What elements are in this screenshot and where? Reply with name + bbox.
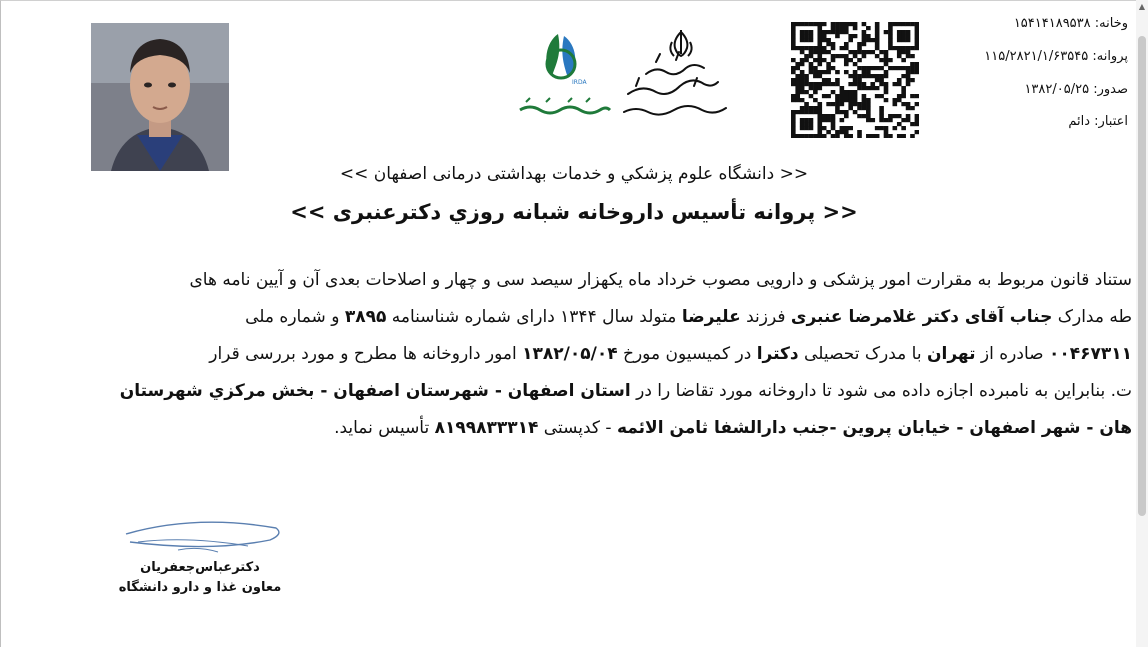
text-run: دکترا [756, 344, 799, 364]
text-run: هان - شهر اصفهان - خیابان پروین -جنب دارالشفا ثامن الائمه [616, 418, 1132, 438]
text-run: علیرضا [681, 307, 741, 327]
body-line-3 [72, 336, 1132, 373]
license-title: << پروانه تأسیس داروخانه شبانه روزي دكترعنبری >> [290, 200, 858, 224]
vertical-scrollbar[interactable] [1136, 0, 1148, 647]
ministry-calligraphy [624, 52, 726, 115]
fda-badge: IRDA [572, 79, 587, 86]
text-run: فرزند [740, 307, 791, 327]
signer-title: معاون غذا و دارو دانشگاه [118, 580, 282, 595]
text-run: ۰۰۴۶۷۳۱۱ [1048, 344, 1132, 364]
body-line-4 [72, 373, 1132, 410]
text-run: در کمیسیون مورخ [617, 344, 757, 364]
text-run: ۱۳۸۲/۰۵/۰۴ [522, 344, 618, 364]
scrollbar-thumb[interactable] [1138, 36, 1146, 516]
text-run: و شماره ملی [245, 307, 345, 327]
qr-code [791, 22, 919, 138]
text-run: ۸۱۹۹۸۳۳۳۱۴ [434, 418, 539, 438]
issue-date: صدور: ۱۳۸۲/۰۵/۲۵ [1024, 82, 1128, 97]
text-run: صادره از [975, 344, 1049, 364]
body-line-1: ستناد قانون مربوط به مقرارت امور پزشکی و دارویی مصوب خرداد ماه یکهزار سیصد سی و چهار و اصلاحات بعدی آن و آیین نامه های [189, 270, 1132, 290]
text-run: ت. بنابراین به نامبرده اجازه داده می شود تا داروخانه مورد تقاضا را در [630, 381, 1132, 401]
body-line-2 [72, 299, 1132, 336]
text-run: متولد سال ۱۳۴۴ دارای شماره شناسنامه [386, 307, 682, 327]
license-body [72, 262, 1132, 447]
text-run: طه مدارک [1052, 307, 1132, 327]
text-run: ۳۸۹۵ [344, 307, 387, 327]
text-run: جناب آقای دکتر غلامرضا عنبری [790, 307, 1053, 327]
text-run: استان اصفهان - شهرستان اصفهان - بخش مرکزي شهرستان [119, 381, 631, 401]
validity: اعتبار: دائم [1068, 114, 1128, 129]
scroll-up-icon[interactable]: ▲ [1138, 2, 1146, 11]
university-heading: << دانشگاه علوم پزشكي و خدمات بهداشتی درمانی اصفهان >> [339, 164, 809, 184]
license-metadata [984, 16, 1128, 147]
text-run: تهران [927, 344, 976, 364]
text-run: با مدرک تحصیلی [798, 344, 927, 364]
fda-logo [520, 34, 610, 113]
text-run: - کدپستی [538, 418, 617, 438]
signer-block [100, 558, 300, 598]
ministry-and-fda-logos [516, 24, 746, 124]
text-run: تأسیس نماید. [334, 418, 435, 438]
body-line-5 [72, 410, 1132, 447]
emblem-icon [670, 30, 691, 56]
license-number: پروانه: ۱۱۵/۲۸۲۱/۱/۶۳۵۴۵ [984, 49, 1128, 64]
text-run: امور داروخانه ها مطرح و مورد بررسی قرار [209, 344, 523, 364]
applicant-photo [91, 23, 229, 171]
signer-name: دکترعباس‌جعفریان [140, 560, 260, 575]
signature [118, 512, 288, 562]
pharmacy-code: وخانه: ۱۵۴۱۴۱۸۹۵۳۸ [1013, 16, 1128, 31]
